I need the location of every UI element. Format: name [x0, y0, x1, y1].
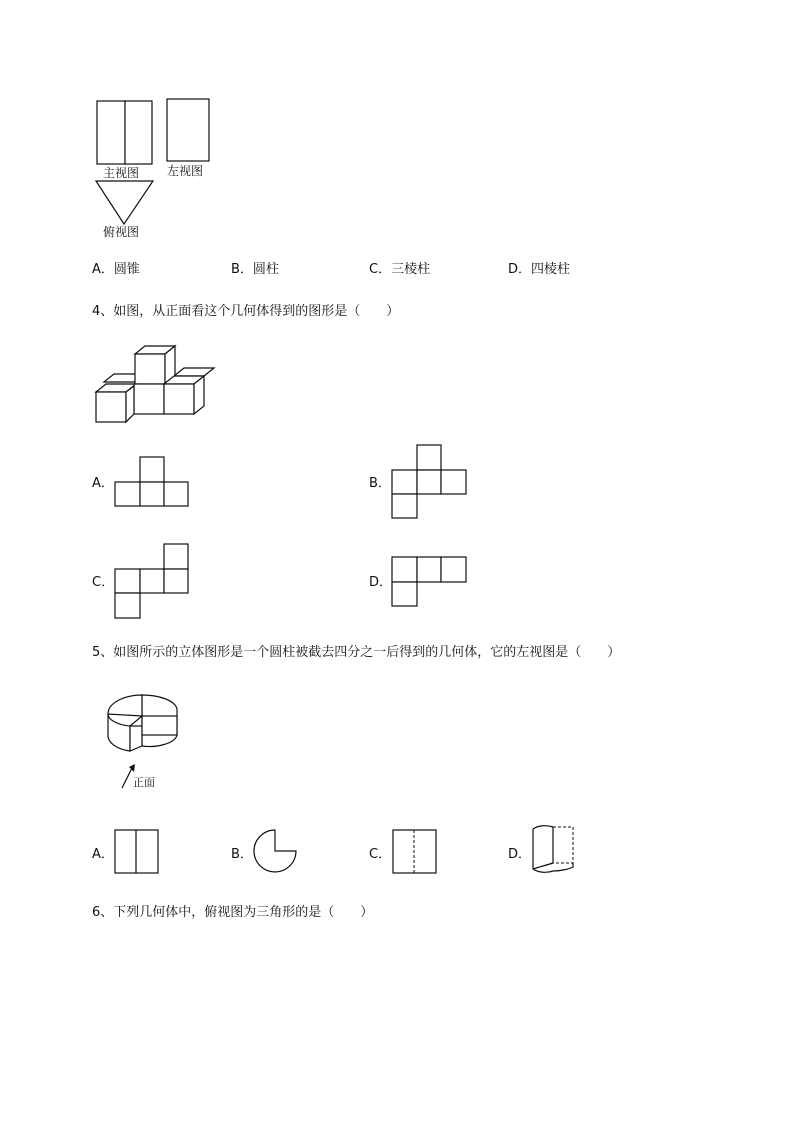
q3-option-d-key: D．: [508, 262, 532, 277]
q4-stem: 4、如图，从正面看这个几何体得到的图形是（ ）: [92, 304, 400, 319]
q3-option-a-key: A．: [92, 262, 114, 277]
q4-option-d-key[interactable]: D．: [369, 575, 393, 590]
q5-cut-cylinder-figure: [100, 688, 200, 798]
front-view-label: 主视图: [103, 166, 140, 180]
q4-option-a-key[interactable]: A．: [92, 476, 114, 491]
q5-option-d-figure[interactable]: [529, 823, 579, 878]
q3-option-b-key: B．: [231, 262, 253, 277]
q4-option-d-figure[interactable]: [390, 555, 470, 610]
q6-stem: 6、下列几何体中，俯视图为三角形的是（ ）: [92, 905, 374, 920]
q4-cubes-figure: [90, 340, 210, 430]
q5-option-a-figure[interactable]: [113, 828, 163, 878]
q4-option-b-key[interactable]: B．: [369, 476, 391, 491]
q5-stem: 5、如图所示的立体图形是一个圆柱被截去四分之一后得到的几何体，它的左视图是（ ）: [92, 645, 621, 660]
q4-option-c-figure[interactable]: [113, 542, 193, 622]
q5-option-d-key[interactable]: D．: [508, 847, 532, 862]
q3-three-views-figure: [90, 96, 230, 246]
q3-option-d[interactable]: [508, 262, 570, 278]
q5-option-b-figure[interactable]: [252, 828, 302, 878]
q3-option-b[interactable]: [231, 262, 279, 278]
q4-option-c-key[interactable]: C．: [92, 575, 115, 590]
q3-option-a-text: 圆锥: [113, 262, 140, 277]
q4-option-b-figure[interactable]: [390, 443, 470, 523]
q5-option-c-key[interactable]: C．: [369, 847, 392, 862]
left-view-label: 左视图: [167, 164, 204, 178]
q3-option-c-key: C．: [369, 262, 392, 277]
q4-option-a-figure[interactable]: [113, 455, 193, 510]
q5-option-b-key[interactable]: B．: [231, 847, 253, 862]
q3-option-c-text: 三棱柱: [391, 262, 431, 277]
q3-option-a[interactable]: [92, 262, 140, 278]
q3-option-d-text: 四棱柱: [531, 262, 571, 277]
q5-option-c-figure[interactable]: [391, 828, 441, 878]
q3-option-c[interactable]: [369, 262, 430, 278]
top-view-label: 俯视图: [103, 225, 140, 239]
front-direction-label: 正面: [133, 776, 155, 789]
q5-option-a-key[interactable]: A．: [92, 847, 114, 862]
q3-option-b-text: 圆柱: [252, 262, 279, 277]
